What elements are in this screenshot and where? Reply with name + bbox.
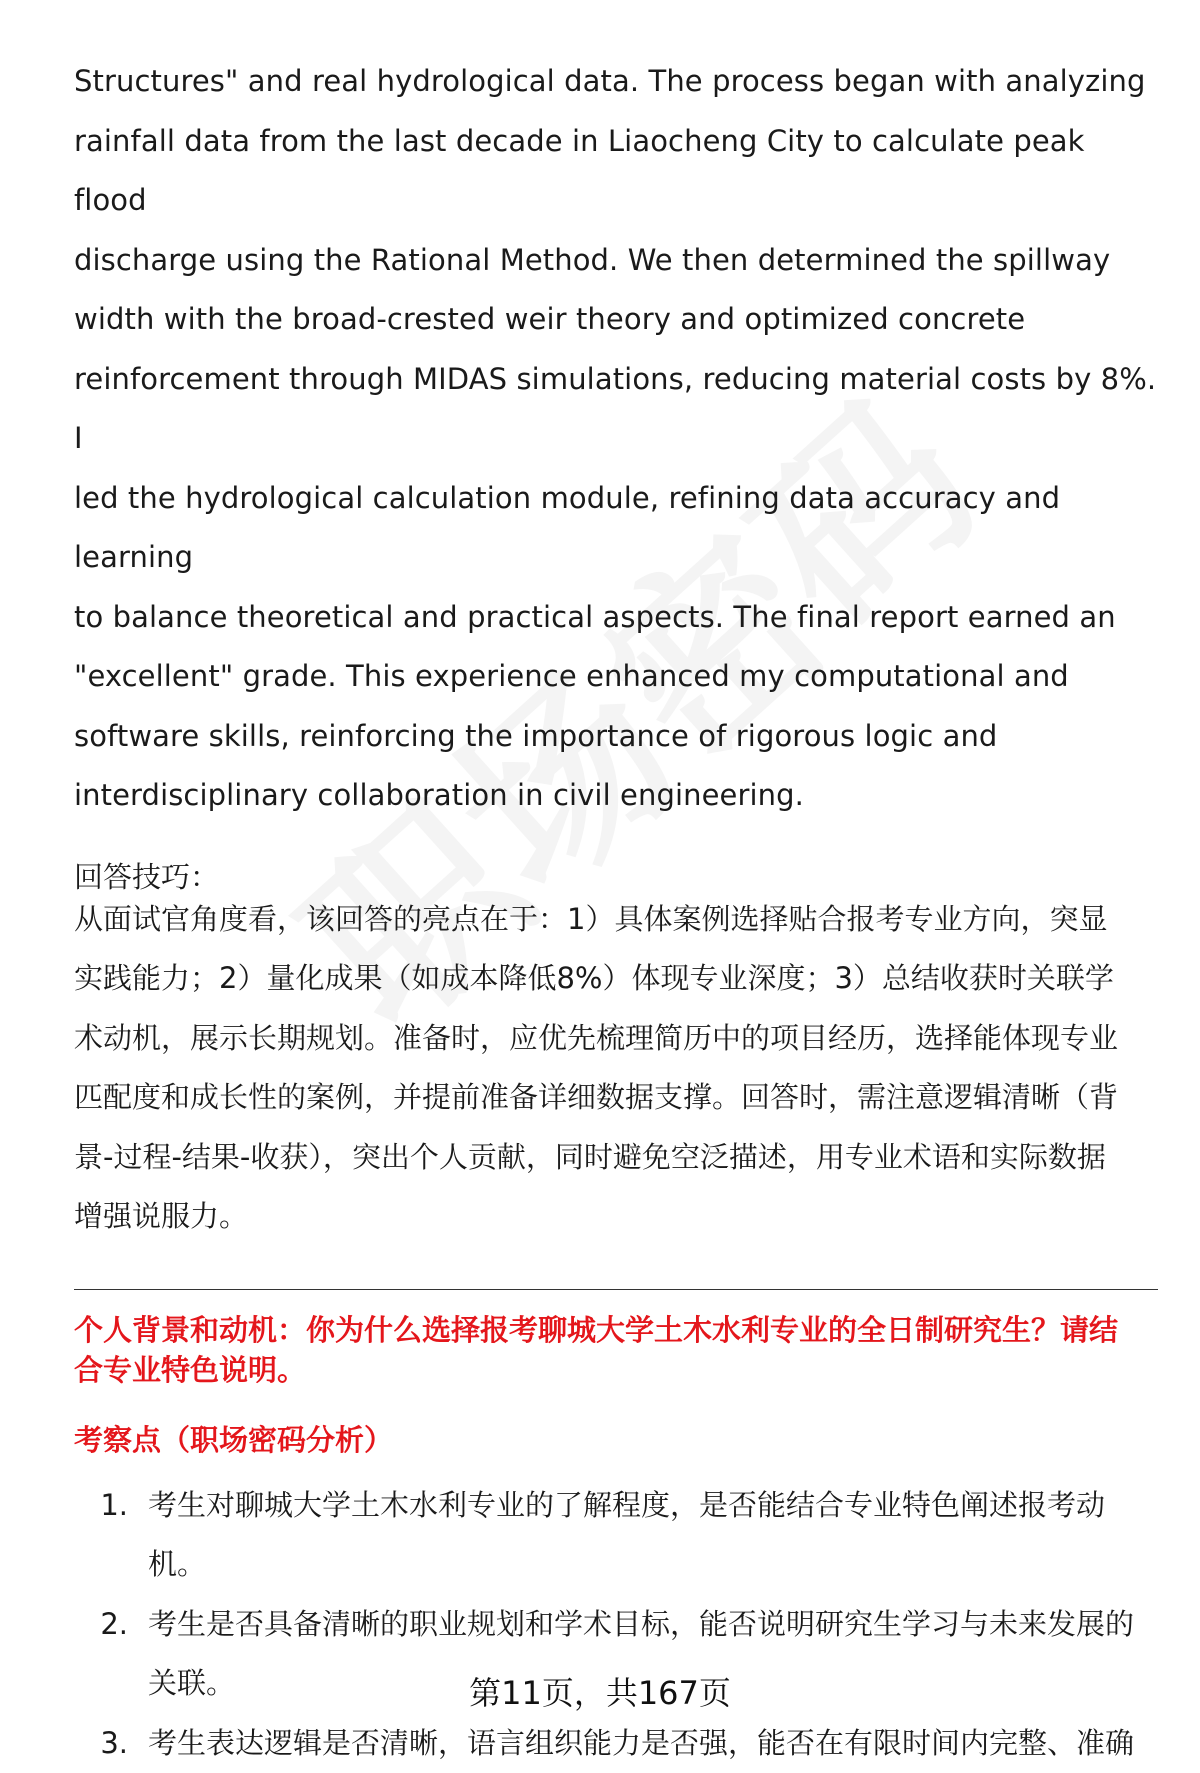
page-content [74,52,1158,1773]
list-item-number: 3. [74,1714,128,1773]
list-item-text: 考生对聊城大学土木水利专业的了解程度，是否能结合专业特色阐述报考动 机。 [128,1476,1158,1595]
list-item-text: 考生是否具备清晰的职业规划和学术目标，能否说明研究生学习与未来发展的 关联。 [128,1595,1158,1714]
list-item-text: 考生表达逻辑是否清晰，语言组织能力是否强，能否在有限时间内完整、准确 [128,1714,1158,1773]
intro-paragraph: Structures" and real hydrological data. The process began with analyzing rainfall data from the last decade in Liaocheng City to calculate peak flood discharge using the Rational Method. We then determined the spillway width with the broad-crested weir theory and optimized concrete reinforcement through MIDAS simulations, reducing material costs by 8%. I led the hydrological calculation module, refining data accuracy and learning to balance theoretical and practical aspects. The final report earned an "excellent" grade. This experience enhanced my computational and software skills, reinforcing the importance of rigorous logic and interdisciplinary collaboration in civil engineering. [74,52,1158,826]
tips-body: 从面试官角度看，该回答的亮点在于：1）具体案例选择贴合报考专业方向，突显 实践能力；2）量化成果（如成本降低8%）体现专业深度；3）总结收获时关联学 术动机，展示长期规划。准备时，应优先梳理简历中的项目经历，选择能体现专业 匹配度和成长性的案例，并提前准备详细数据支撑。回答时，需注意逻辑清晰（背 景-过程-结果-收获），突出个人贡献，同时避免空泛描述，用专业术语和实际数据 增强说服力。 [74,890,1158,1247]
tips-heading: 回答技巧： [74,856,1158,898]
section-divider [74,1289,1158,1290]
list-item [74,1714,1158,1773]
list-item-number: 2. [74,1595,128,1714]
question-title: 个人背景和动机：你为什么选择报考聊城大学土木水利专业的全日制研究生？请结 合专业特色说明。 [74,1310,1158,1390]
list-item [74,1476,1158,1595]
list-item-number: 1. [74,1476,128,1595]
assessment-heading: 考察点（职场密码分析） [74,1420,1158,1460]
page-number: 第11页，共167页 [0,1672,1200,1714]
assessment-list [74,1476,1158,1773]
